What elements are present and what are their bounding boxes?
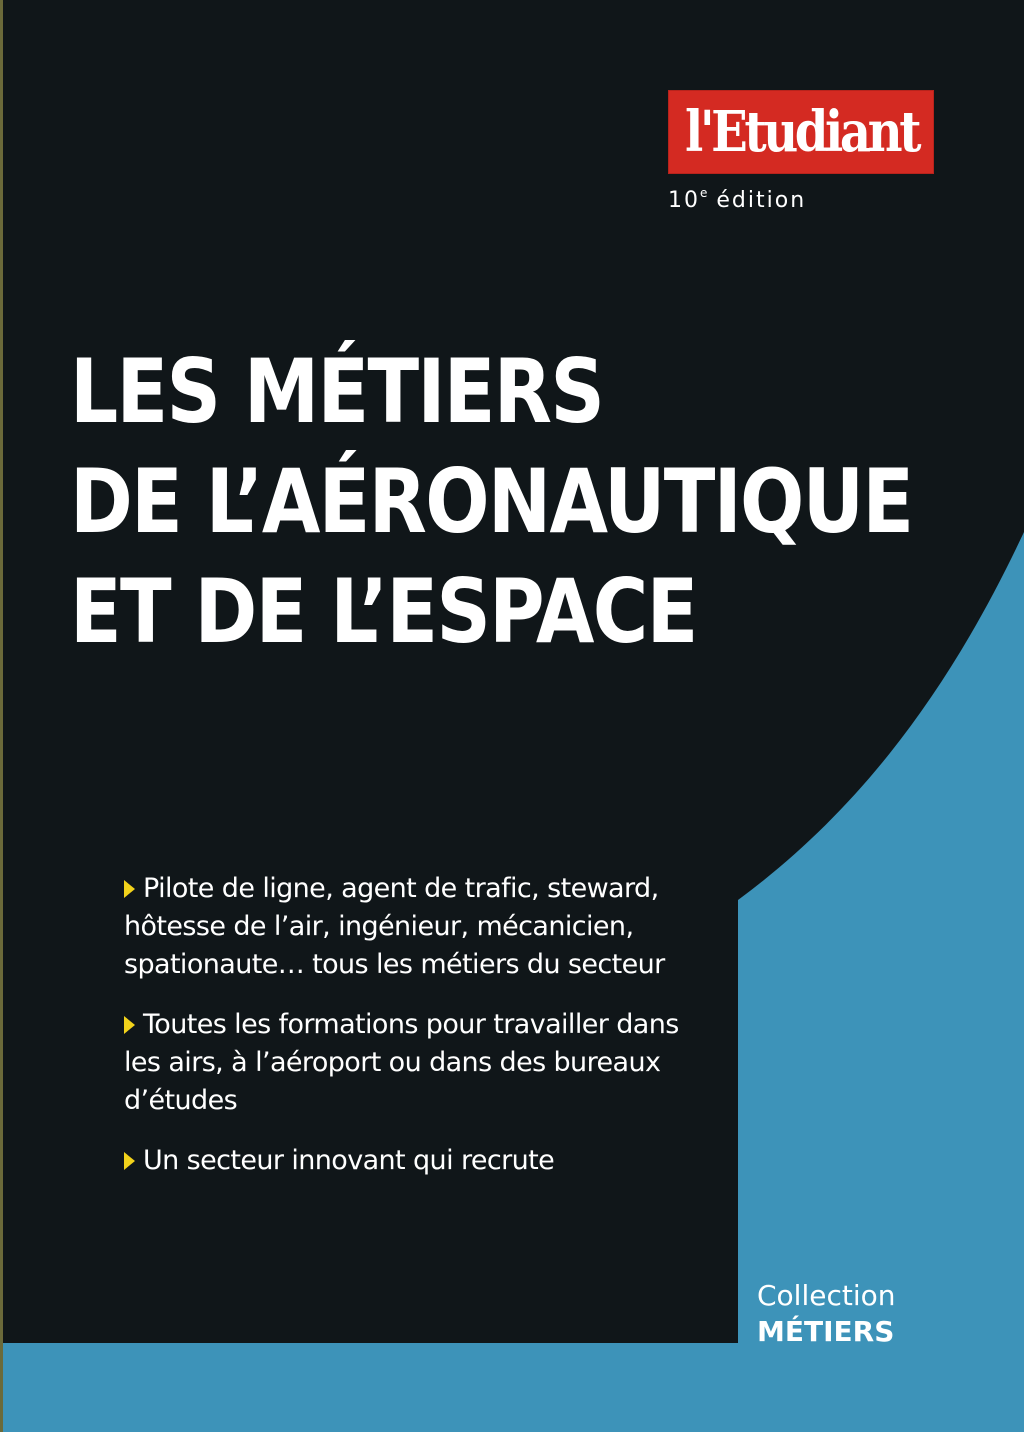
- feature-text: Un secteur innovant qui recrute: [143, 1145, 555, 1176]
- feature-text: Pilote de ligne, agent de trafic, steward, hôtesse de l’air, ingénieur, mécanicien, spationaute… tous les métiers du secteur: [124, 873, 665, 980]
- feature-item: [120, 870, 720, 984]
- feature-item: [120, 1006, 720, 1120]
- edition-suffix: e: [700, 186, 708, 200]
- book-title: [70, 337, 1024, 667]
- edition-text: édition: [716, 188, 807, 213]
- feature-text: Toutes les formations pour travailler dans les airs, à l’aéroport ou dans des bureaux d’études: [124, 1009, 679, 1116]
- publisher-logo: [668, 90, 934, 174]
- collection-name: MÉTIERS: [757, 1315, 895, 1348]
- logo-text: l'Etudiant: [684, 99, 918, 165]
- arrow-right-icon: [124, 880, 135, 898]
- arrow-right-icon: [124, 1016, 135, 1034]
- title-line-1: LES MÉTIERS: [70, 340, 604, 443]
- edition-label: [668, 186, 806, 213]
- collection-label: [757, 1278, 896, 1350]
- collection-word: Collection: [757, 1279, 896, 1312]
- title-line-2: DE L’AÉRONAUTIQUE: [70, 450, 913, 553]
- arrow-right-icon: [124, 1152, 135, 1170]
- feature-item: [120, 1142, 720, 1180]
- title-line-3: ET DE L’ESPACE: [70, 560, 697, 663]
- spine-edge: [0, 0, 3, 1432]
- edition-number: 10: [668, 188, 700, 213]
- feature-list: [120, 870, 720, 1202]
